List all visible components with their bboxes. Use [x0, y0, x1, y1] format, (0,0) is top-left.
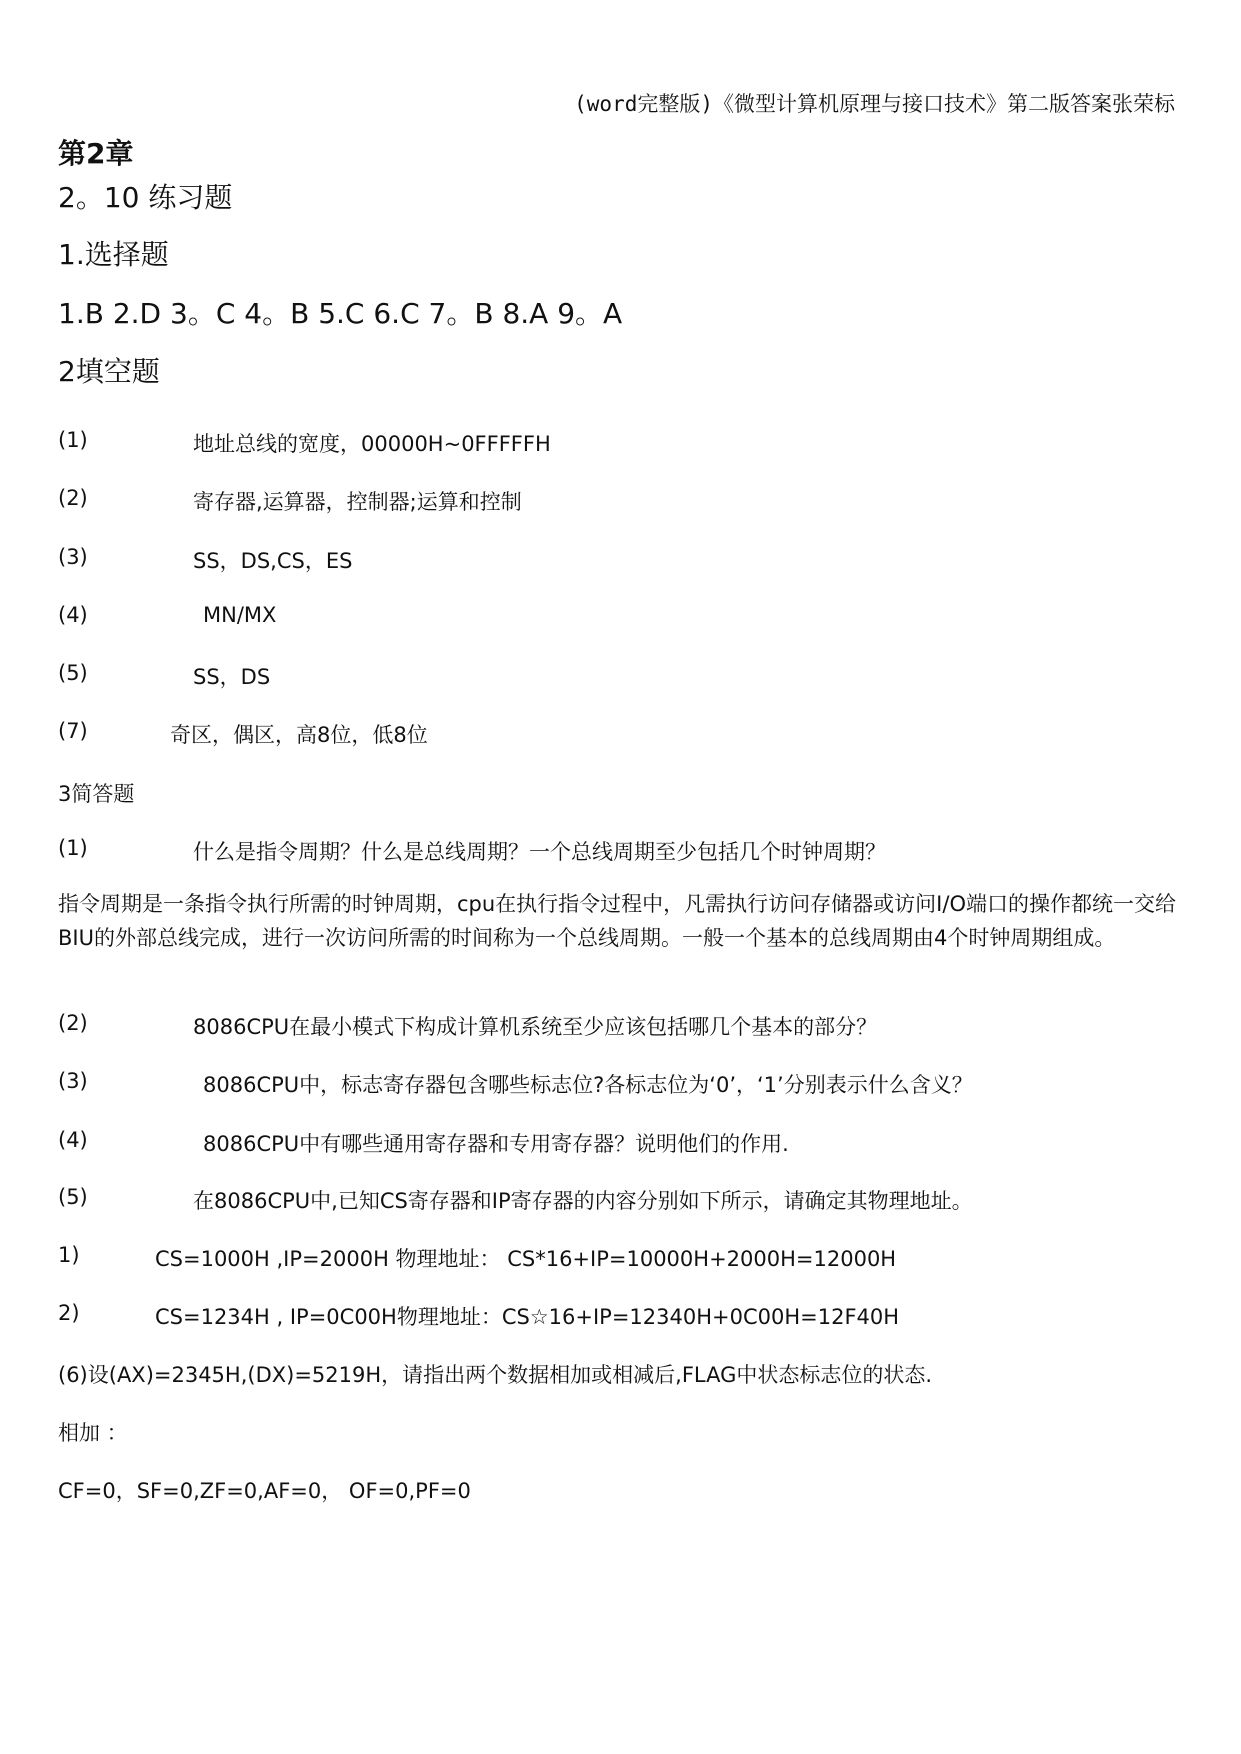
fill-item-number: (7)	[58, 719, 88, 743]
fill-item-answer: 地址总线的宽度，00000H~0FFFFFH	[193, 432, 551, 456]
fill-item-number: (1)	[58, 428, 88, 452]
fill-title: 2填空题	[58, 355, 160, 388]
fill-item-answer: 奇区，偶区，高8位，低8位	[170, 723, 428, 747]
short-answer-title: 3简答题	[58, 782, 135, 806]
chapter-title: 第2章	[58, 137, 134, 170]
question-number: (3)	[58, 1069, 88, 1093]
addition-flags: CF=0，SF=0,ZF=0,AF=0， OF=0,PF=0	[58, 1479, 471, 1503]
question-number: (2)	[58, 1011, 88, 1035]
fill-item-answer: MN/MX	[203, 603, 277, 627]
answer-number: 1)	[58, 1243, 80, 1267]
question-text: 什么是指令周期？什么是总线周期？一个总线周期至少包括几个时钟周期？	[193, 840, 886, 864]
addition-label: 相加 ：	[58, 1421, 128, 1445]
fill-item-number: (5)	[58, 661, 88, 685]
question-text: 8086CPU中，标志寄存器包含哪些标志位?各标志位为‘0’，‘1’分别表示什么含义？	[203, 1073, 973, 1097]
answer-number: 2)	[58, 1301, 80, 1325]
fill-item-answer: SS，DS	[193, 665, 271, 689]
fill-item-number: (4)	[58, 603, 88, 627]
fill-item-answer: 寄存器,运算器，控制器;运算和控制	[193, 490, 522, 514]
question-text: 在8086CPU中,已知CS寄存器和IP寄存器的内容分别如下所示，请确定其物理地址。	[193, 1189, 973, 1213]
question-text: 8086CPU中有哪些通用寄存器和专用寄存器？说明他们的作用.	[203, 1132, 789, 1156]
question-number: (4)	[58, 1128, 88, 1152]
question-1-answer: 指令周期是一条指令执行所需的时钟周期，cpu在执行指令过程中，凡需执行访问存储器或访问I/O端口的操作都统一交给BIU的外部总线完成，进行一次访问所需的时间称为一个总线周期。一般一个基本的总线周期由4个时钟周期组成。	[58, 892, 1176, 950]
question-number: (1)	[58, 836, 88, 860]
section-title: 2。10 练习题	[58, 181, 233, 214]
answer-text: CS=1000H ,IP=2000H 物理地址： CS*16+IP=10000H+2000H=12000H	[155, 1247, 897, 1271]
running-header: (word完整版)《微型计算机原理与接口技术》第二版答案张荣标	[574, 92, 1175, 116]
fill-item-number: (2)	[58, 486, 88, 510]
answer-text: CS=1234H , IP=0C00H物理地址：CS☆16+IP=12340H+0C00H=12F40H	[155, 1305, 900, 1329]
fill-item-number: (3)	[58, 545, 88, 569]
question-text: 8086CPU在最小模式下构成计算机系统至少应该包括哪几个基本的部分？	[193, 1015, 878, 1039]
choice-answers: 1.B 2.D 3。C 4。B 5.C 6.C 7。B 8.A 9。A	[58, 297, 623, 330]
question-number: (5)	[58, 1185, 88, 1209]
choice-title: 1.选择题	[58, 238, 169, 271]
fill-item-answer: SS，DS,CS，ES	[193, 549, 353, 573]
question-6: (6)设(AX)=2345H,(DX)=5219H，请指出两个数据相加或相减后,FLAG中状态标志位的状态.	[58, 1363, 933, 1387]
